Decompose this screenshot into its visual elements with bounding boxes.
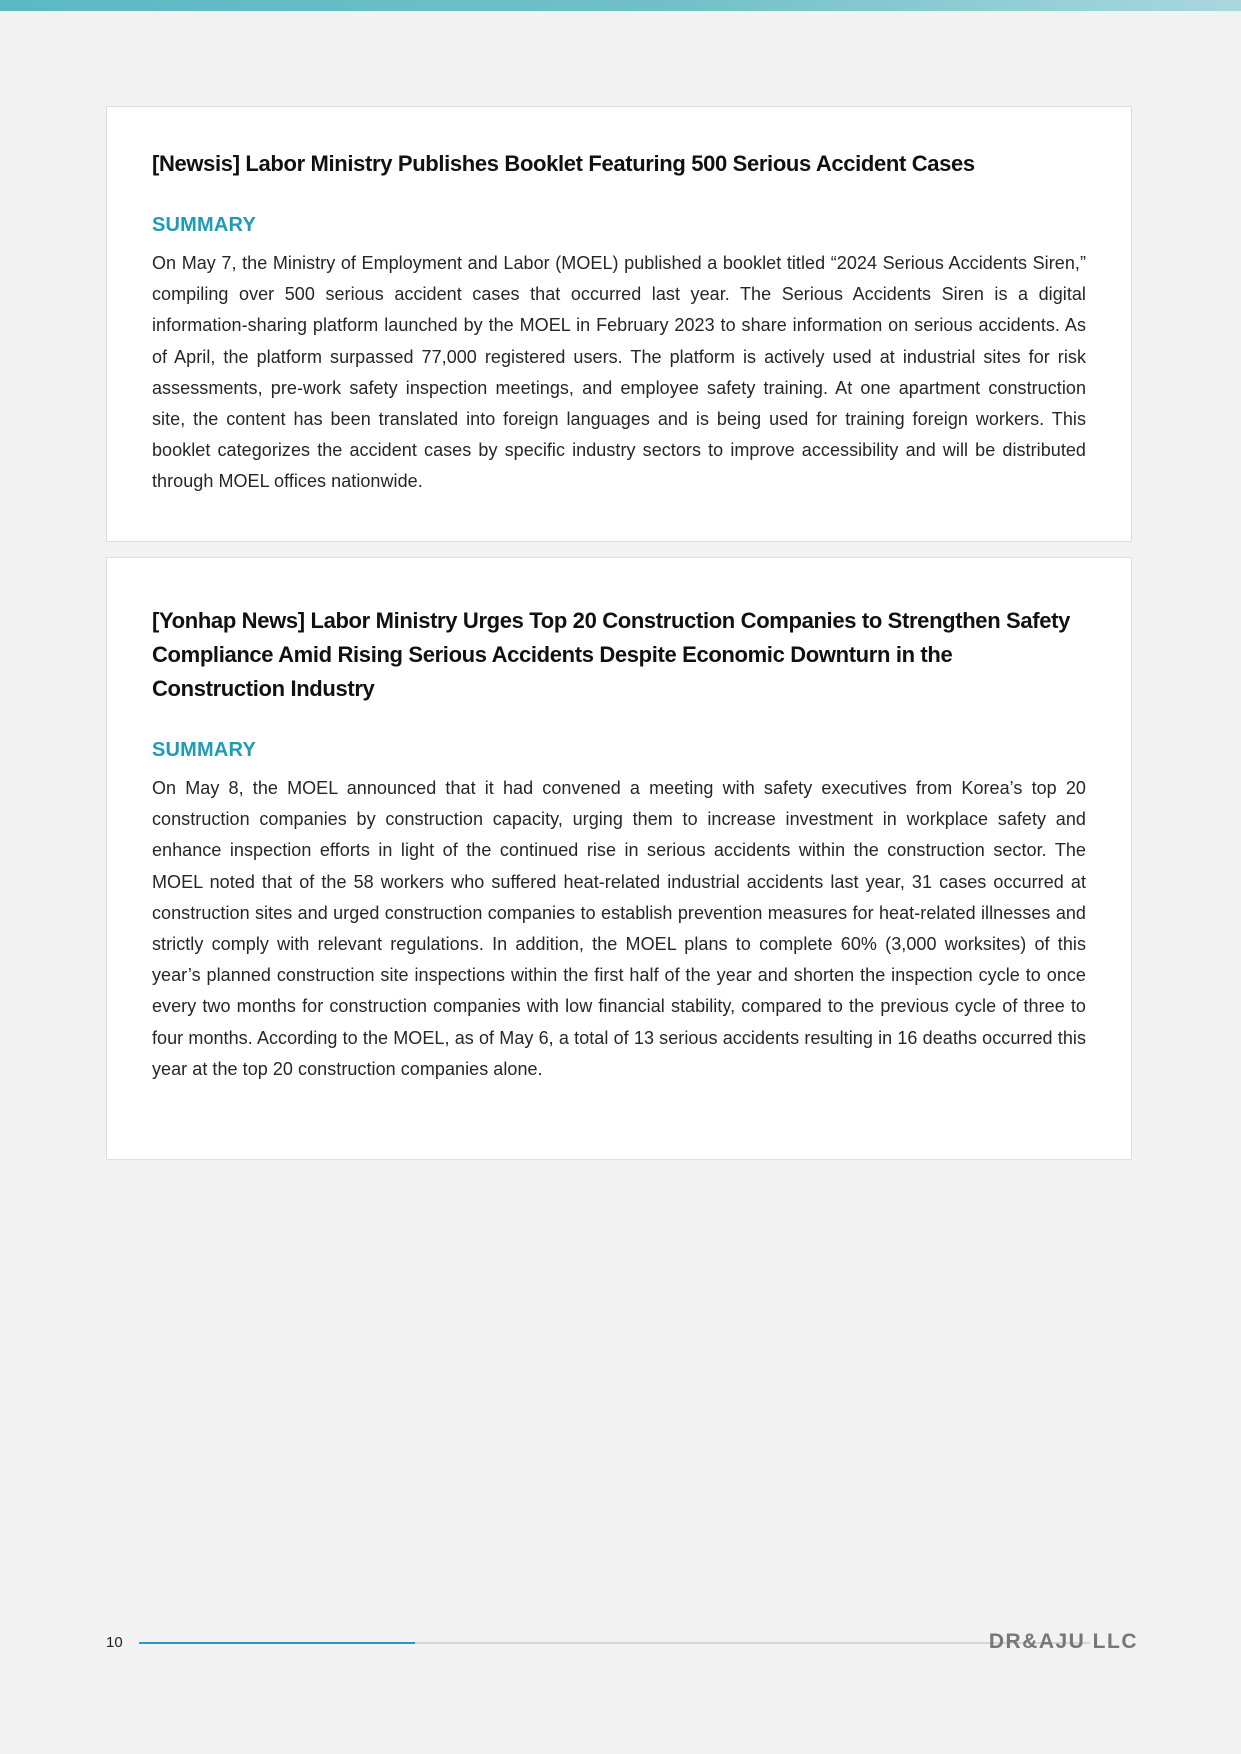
page-footer xyxy=(106,1630,1138,1656)
article-headline: [Yonhap News] Labor Ministry Urges Top 20 Construction Companies to Strengthen Safety Compliance Amid Rising Serious Accidents Despite Economic Downturn in the Construction Industry xyxy=(152,608,1070,701)
article-headline: [Newsis] Labor Ministry Publishes Booklet Featuring 500 Serious Accident Cases xyxy=(152,151,975,176)
article-summary-text: On May 8, the MOEL announced that it had convened a meeting with safety executives from Korea’s top 20 construction companies by construction capacity, urging them to increase investment in workplace safety and enhance inspection efforts in light of the continued rise in serious accidents within the construction sector. The MOEL noted that of the 58 workers who suffered heat-related industrial accidents last year, 31 cases occurred at construction sites and urged construction companies to establish prevention measures for heat-related illnesses and strictly comply with relevant regulations. In addition, the MOEL plans to complete 60% (3,000 worksites) of this year’s planned construction site inspections within the first half of the year and shorten the inspection cycle to once every two months for construction companies with low financial stability, compared to the previous cycle of three to four months. According to the MOEL, as of May 6, a total of 13 serious accidents resulting in 16 deaths occurred this year at the top 20 construction companies alone. xyxy=(152,778,1086,1079)
top-accent-bar xyxy=(0,0,1241,11)
page-progress-fill xyxy=(139,1642,415,1644)
summary-label: SUMMARY xyxy=(152,214,256,236)
page-number: 10 xyxy=(106,1634,123,1651)
summary-label: SUMMARY xyxy=(152,739,256,761)
news-card-yonhap xyxy=(106,557,1132,1160)
article-summary-text: On May 7, the Ministry of Employment and Labor (MOEL) published a booklet titled “2024 Serious Accidents Siren,” compiling over 500 serious accident cases that occurred last year. The Serious Accidents Siren is a digital information-sharing platform launched by the MOEL in February 2023 to share information on serious accidents. As of April, the platform surpassed 77,000 registered users. The platform is actively used at industrial sites for risk assessments, pre-work safety inspection meetings, and employee safety training. At one apartment construction site, the content has been translated into foreign languages and is being used for training foreign workers. This booklet categorizes the accident cases by specific industry sectors to improve accessibility and will be distributed through MOEL offices nationwide. xyxy=(152,253,1086,492)
firm-logo-text: DR&AJU LLC xyxy=(988,1630,1138,1653)
page-progress-track xyxy=(139,1642,1090,1644)
news-card-newsis xyxy=(106,106,1132,542)
